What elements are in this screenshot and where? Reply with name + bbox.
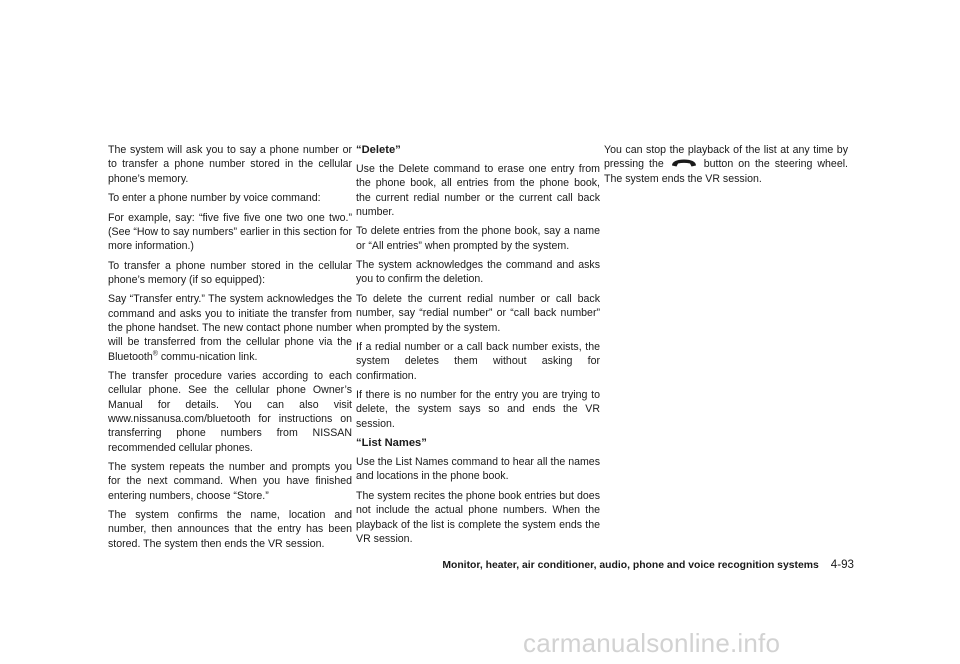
paragraph: The transfer procedure varies according to each cellular phone. See the cellular phone Owner’s Manual for details. You can also visit www.nissanusa.com/bluetooth for instructions on transferring phone numbers from NISSAN recommended cellular phones.	[108, 370, 352, 454]
paragraph: The system will ask you to say a phone number or to transfer a phone number stored in the cellular phone’s memory.	[108, 144, 352, 185]
paragraph: To delete entries from the phone book, say a name or “All entries” when prompted by the system.	[356, 225, 600, 252]
paragraph: Use the Delete command to erase one entry from the phone book, all entries from the phone book, the current redial number or the current call back number.	[356, 163, 600, 218]
bluetooth-paragraph	[108, 292, 352, 363]
watermark: carmanualsonline.info	[523, 628, 781, 658]
paragraph: The system repeats the number and prompts you for the next command. When you have finished entering numbers, choose “Store.”	[108, 461, 352, 502]
paragraph: To enter a phone number by voice command:	[108, 192, 321, 205]
column-1	[108, 143, 352, 556]
delete-heading: “Delete”	[356, 144, 401, 156]
paragraph: If there is no number for the entry you are trying to delete, the system says so and ends the VR session.	[356, 389, 600, 430]
page-footer	[442, 558, 854, 571]
paragraph-text: commu-nication link.	[157, 350, 258, 363]
paragraph: For example, say: “five five five one two one two.” (See “How to say numbers” earlier in this section for more information.)	[108, 211, 352, 253]
paragraph: The system acknowledges the command and asks you to confirm the deletion.	[356, 259, 600, 286]
paragraph-text: Say “Transfer entry.” The system acknowledges the command and asks you to initiate the transfer from the phone handset. The new contact phone number will be transferred from the cellular phone via the Bluetooth	[108, 293, 352, 363]
paragraph: To delete the current redial number or call back number, say “redial number” or “call back number” when prompted by the system.	[356, 292, 600, 334]
phone-hang-up-icon	[669, 158, 699, 168]
registered-mark: ®	[152, 350, 158, 358]
paragraph-text: You can stop the playback of the list at any time by pressing the	[604, 144, 848, 171]
paragraph: If a redial number or a call back number exists, the system deletes them without asking for confirmation.	[356, 341, 600, 382]
column-2	[356, 143, 600, 551]
paragraph: To transfer a phone number stored in the cellular phone’s memory (if so equipped):	[108, 259, 352, 286]
paragraph: The system confirms the name, location and number, then announces that the entry has been stored. The system then ends the VR session.	[108, 509, 352, 550]
paragraph-text: button on the steering wheel. The system ends the VR session.	[604, 158, 849, 185]
list-names-heading: “List Names”	[356, 437, 427, 450]
section-title: Monitor, heater, air conditioner, audio, phone and voice recognition systems	[442, 560, 819, 571]
paragraph	[604, 143, 848, 186]
paragraph: The system recites the phone book entries but does not include the actual phone numbers. When the playback of the list is complete the system ends the VR session.	[356, 489, 600, 545]
page-number: 4-93	[830, 558, 854, 571]
paragraph: Use the List Names command to hear all the names and locations in the phone book.	[356, 456, 600, 483]
column-3	[604, 143, 848, 191]
